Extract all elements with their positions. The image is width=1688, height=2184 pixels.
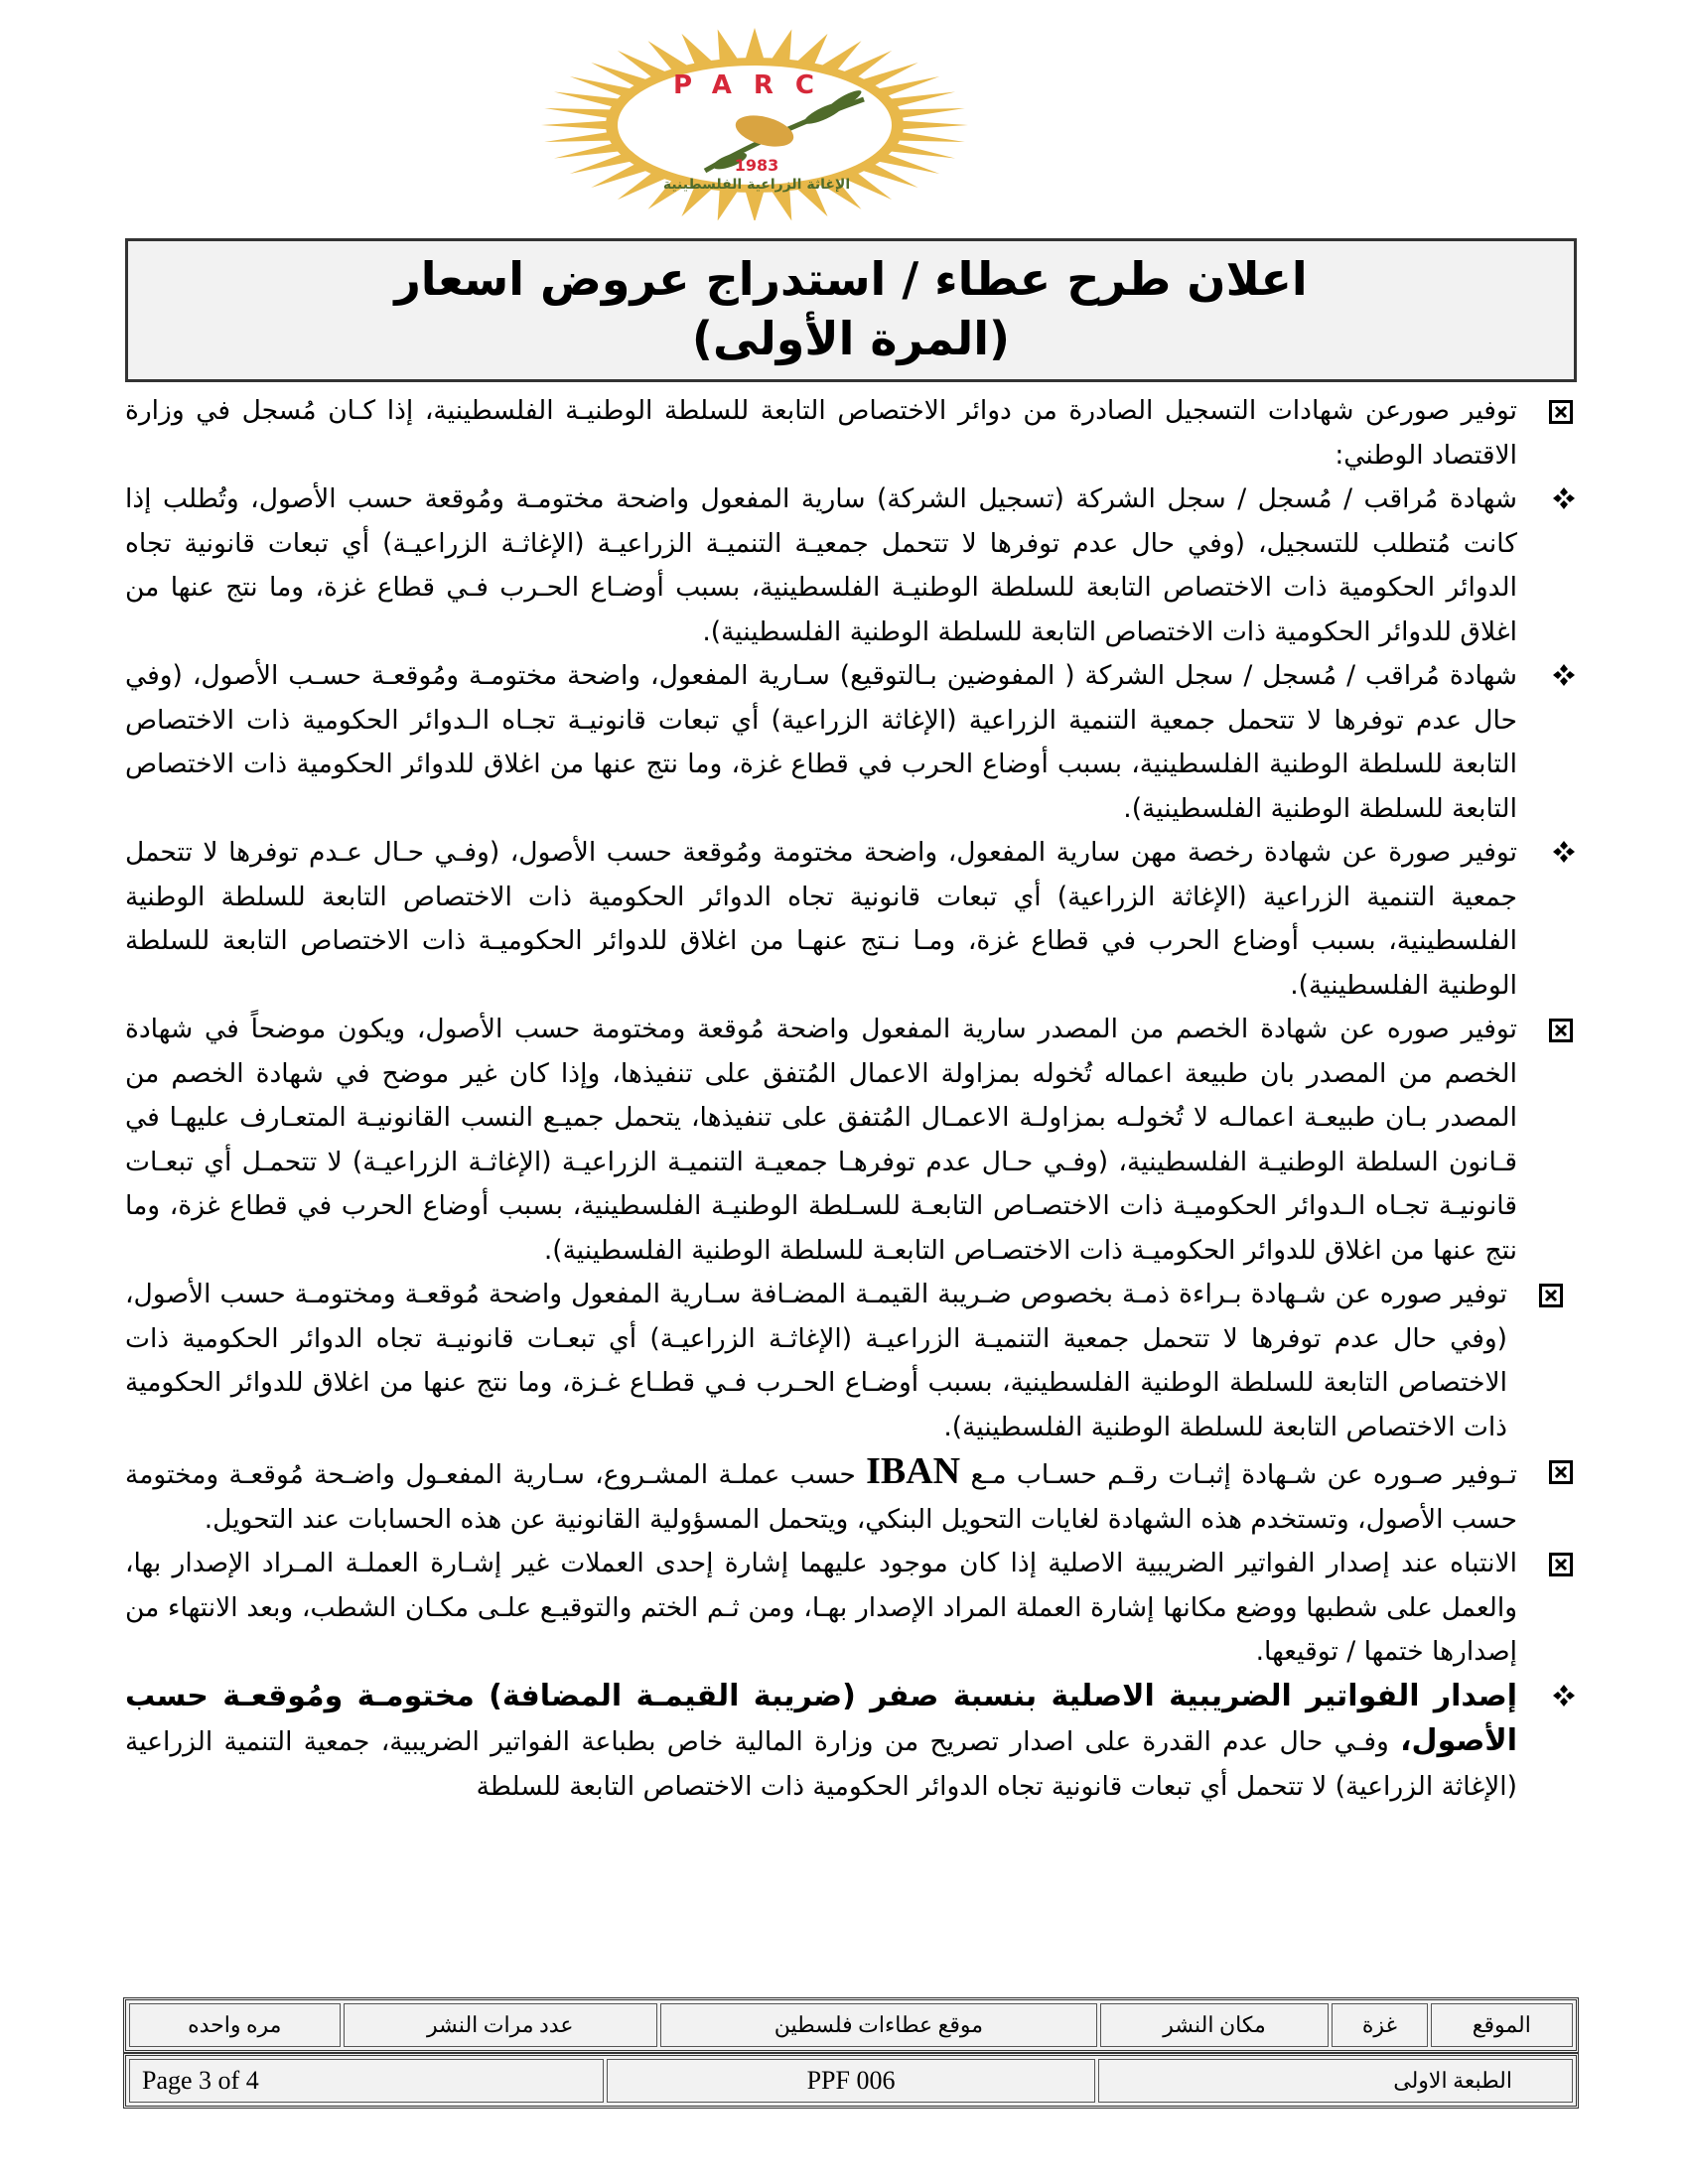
sun-ray: [895, 132, 965, 142]
iban-term: IBAN: [866, 1450, 961, 1492]
diamond-icon: [1551, 839, 1577, 865]
diamond-icon: [1551, 485, 1577, 511]
publish-count-label: عدد مرات النشر: [344, 2003, 658, 2047]
requirement-text: [125, 1450, 1517, 1535]
publication-info-row: [129, 2003, 1573, 2047]
publication-info-table: [123, 1997, 1579, 2053]
requirement-text: الانتباه عند إصدار الفواتير الضريبية الاصلية إذا كان موجود عليهما إشارة إحدى العملات غير إشـارة العملـة المـراد الإصدار بها، والعمل على شطبها ووضع مكانها إشارة العملة المراد الإصدار بهـا، ومن ثـم الختم والتوقيـع علـى مكـان الشطب، وبعد الانتهاء من إصدارها ختمها / توقيعها.: [125, 1548, 1517, 1667]
requirement-text: شهادة مُراقب / مُسجل / سجل الشركة ( المفوضين بـالتوقيع) سـارية المفعول، واضحة مختومـة ومُوقعـة حسـب الأصول، (وفي حال عدم توفرها لا تتحمل جمعية التنمية الزراعية (الإغاثة الزراعية) أي تبعات قانونيـة تجـاه الـدوائر الحكومية ذات الاختصاص التابعة للسلطة الوطنية الفلسطينية، بسبب أوضاع الحرب في قطاع غزة، وما نتج عنها من اغلاق للدوائر الحكومية ذات الاختصاص التابعة للسلطة الوطنية الفلسطينية).: [125, 660, 1517, 824]
page-number: Page 3 of 4: [129, 2059, 604, 2103]
requirement-text-part: حسب عملـة المشـروع، سـارية المفعـول واضـحة مُوقعـة ومختومة حسب الأصول، وتستخدم هذه الشهادة لغايات التحويل البنكي، ويتحمل المسؤولية القانونية عن هذه الحسابات عند التحويل.: [125, 1459, 1517, 1535]
logo-org-name: الإغاثة الزراعية الفلسطينية: [662, 177, 851, 193]
requirement-item: [125, 1675, 1577, 1810]
checkbox-x-icon: [1549, 1019, 1573, 1042]
checkbox-x-icon: [1549, 1460, 1573, 1484]
publish-place-value: موقع عطاءات فلسطين: [660, 2003, 1097, 2047]
sun-ray: [745, 28, 765, 62]
requirement-item: [125, 1008, 1577, 1273]
parc-logo-graphic: [526, 22, 983, 220]
document-footer-table: [123, 2053, 1579, 2109]
diamond-cluster: [1551, 839, 1577, 865]
x-mark: [1554, 1465, 1568, 1479]
sun-ray: [541, 121, 611, 130]
x-mark: [1544, 1289, 1558, 1302]
diamond-cluster: [1551, 662, 1577, 688]
sun-ray: [899, 121, 968, 130]
sun-ray: [895, 108, 965, 118]
requirement-text: توفير صورة عن شهادة رخصة مهن سارية المفعول، واضحة مختومة ومُوقعة حسب الأصول، (وفـي حـال عـدم توفرها لا تتحمل جمعية التنمية الزراعية (الإغاثة الزراعية) أي تبعات قانونية تجاه الدوائر الحكومية ذات الاختصاص التابعة للسلطة الوطنية الفلسطينية، بسبب أوضاع الحرب في قطاع غزة، ومـا نـتج عنهـا من اغلاق للدوائر الحكوميـة ذات الاختصاص التابعة للسلطة الوطنية الفلسطينية).: [125, 837, 1517, 1001]
requirement-item: [125, 1449, 1577, 1542]
publish-count-value: مره واحده: [129, 2003, 341, 2047]
diamond-cluster: [1551, 1683, 1577, 1708]
logo-year: 1983: [734, 156, 779, 175]
requirement-text-part: تـوفير صـوره عن شـهادة إثبـات رقـم حسـاب مـع: [960, 1459, 1517, 1490]
requirement-bold-lead: إصدار الفواتير الضريبية الاصلية بنسبة صفر (ضريبة القيمـة المضافة) مختومـة ومُوقعـة حسب الأصول،: [125, 1678, 1517, 1758]
x-mark: [1554, 1558, 1568, 1571]
requirements-list: [125, 389, 1577, 1809]
page-subtitle: (المرة الأولى): [691, 312, 1011, 365]
sun-ray: [745, 189, 765, 220]
diamond-icon: [1551, 1683, 1577, 1708]
checkbox-x-icon: [1549, 1553, 1573, 1576]
requirement-text-part: وفـي حال عدم القدرة على اصدار تصريح من وزارة المالية خاص بطباعة الفواتير الضريبية، جمعية التنمية الزراعية (الإغاثة الزراعية) لا تتحمل أي تبعات قانونية تجاه الدوائر الحكومية ذات الاختصاص التابعة للسلطة: [125, 1726, 1517, 1802]
requirement-item: [125, 1273, 1577, 1449]
diamond-cluster: [1551, 485, 1577, 511]
requirement-item: [125, 389, 1577, 478]
checkbox-x-icon: [1549, 400, 1573, 424]
edition-label: الطبعة الاولى: [1098, 2059, 1573, 2103]
document-footer-row: [129, 2059, 1573, 2103]
x-mark: [1554, 405, 1568, 419]
checkbox-x-icon: [1539, 1284, 1563, 1307]
parc-logo: [526, 22, 983, 220]
requirement-text: شهادة مُراقب / مُسجل / سجل الشركة (تسجيل الشركة) سارية المفعول واضحة مختومـة ومُوقعة حسب الأصول، وتُطلب إذا كانت مُتطلب للتسجيل، (وفي حال عدم توفرها لا تتحمل جمعيـة التنميـة الزراعيـة (الإغاثـة الزراعيـة) أي تبعات قانونية تجاه الدوائر الحكومية ذات الاختصاص التابعة للسلطة الوطنيـة الفلسطينية، بسبب أوضـاع الحـرب فـي قطاع غزة، وما نتج عنها من اغلاق للدوائر الحكومية ذات الاختصاص التابعة للسلطة الوطنية الفلسطينية).: [125, 483, 1517, 647]
requirement-text: توفير صورعن شهادات التسجيل الصادرة من دوائر الاختصاص التابعة للسلطة الوطنيـة الفلسطينية، إذا كـان مُسجل في وزارة الاقتصاد الوطني:: [125, 395, 1517, 471]
requirement-text: توفير صوره عن شـهادة بـراءة ذمـة بخصوص ضـريبة القيمـة المضـافة سـارية المفعول واضحة مُوقعـة ومختومـة حسب الأصول، (وفي حال عدم توفرها لا تتحمل جمعية التنميـة الزراعيـة (الإغاثـة الزراعيـة) أي تبعـات قانونيـة تجاه الدوائر الحكومية ذات الاختصاص التابعة للسلطة الوطنية الفلسطينية، بسبب أوضـاع الحـرب فـي قطـاع غـزة، وما نتج عنها من اغلاق للدوائر الحكومية ذات الاختصاص التابعة للسلطة الوطنية الفلسطينية).: [125, 1279, 1507, 1442]
page-title: اعلان طرح عطاء / استدراج عروض اسعار: [394, 252, 1308, 306]
location-label: الموقع: [1431, 2003, 1573, 2047]
sun-ray: [544, 132, 615, 142]
publish-place-label: مكان النشر: [1100, 2003, 1329, 2047]
logo-acronym: PARC: [673, 70, 836, 100]
requirement-item: [125, 831, 1577, 1008]
requirement-item: [125, 1542, 1577, 1675]
form-code: PPF 006: [607, 2059, 1095, 2103]
sun-ray: [544, 108, 615, 118]
requirement-text: توفير صوره عن شهادة الخصم من المصدر سارية المفعول واضحة مُوقعة ومختومة حسب الأصول، ويكون موضحاً في شهادة الخصم من المصدر بان طبيعة اعماله تُخوله بمزاولة الاعمال المُتفق على تنفيذها، وإذا كان غير موضح في شهادة الخصم من المصدر بـان طبيعـة اعمالـه لا تُخولـه بمزاولـة الاعمـال المُتفق على تنفيذها، يتحمل جميـع النسب القانونيـة المتعـارف عليهـا في قـانون السلطة الوطنيـة الفلسطينية، (وفـي حـال عدم توفرهـا جمعيـة التنميـة الزراعيـة (الإغاثـة الزراعيـة) لا تتحمـل أي تبعـات قانونيـة تجـاه الـدوائر الحكوميـة ذات الاختصـاص التابعـة للسـلطة الوطنيـة الفلسطينية، بسبب أوضاع الحرب في قطاع غزة، وما نتج عنها من اغلاق للدوائر الحكوميـة ذات الاختصـاص التابعـة للسلطة الوطنية الفلسطينية).: [125, 1014, 1517, 1266]
requirement-text: [125, 1678, 1517, 1802]
requirement-item: [125, 478, 1577, 654]
location-value: غزة: [1332, 2003, 1427, 2047]
x-mark: [1554, 1024, 1568, 1037]
diamond-icon: [1551, 662, 1577, 688]
announcement-title-box: [125, 238, 1577, 382]
requirement-item: [125, 654, 1577, 831]
